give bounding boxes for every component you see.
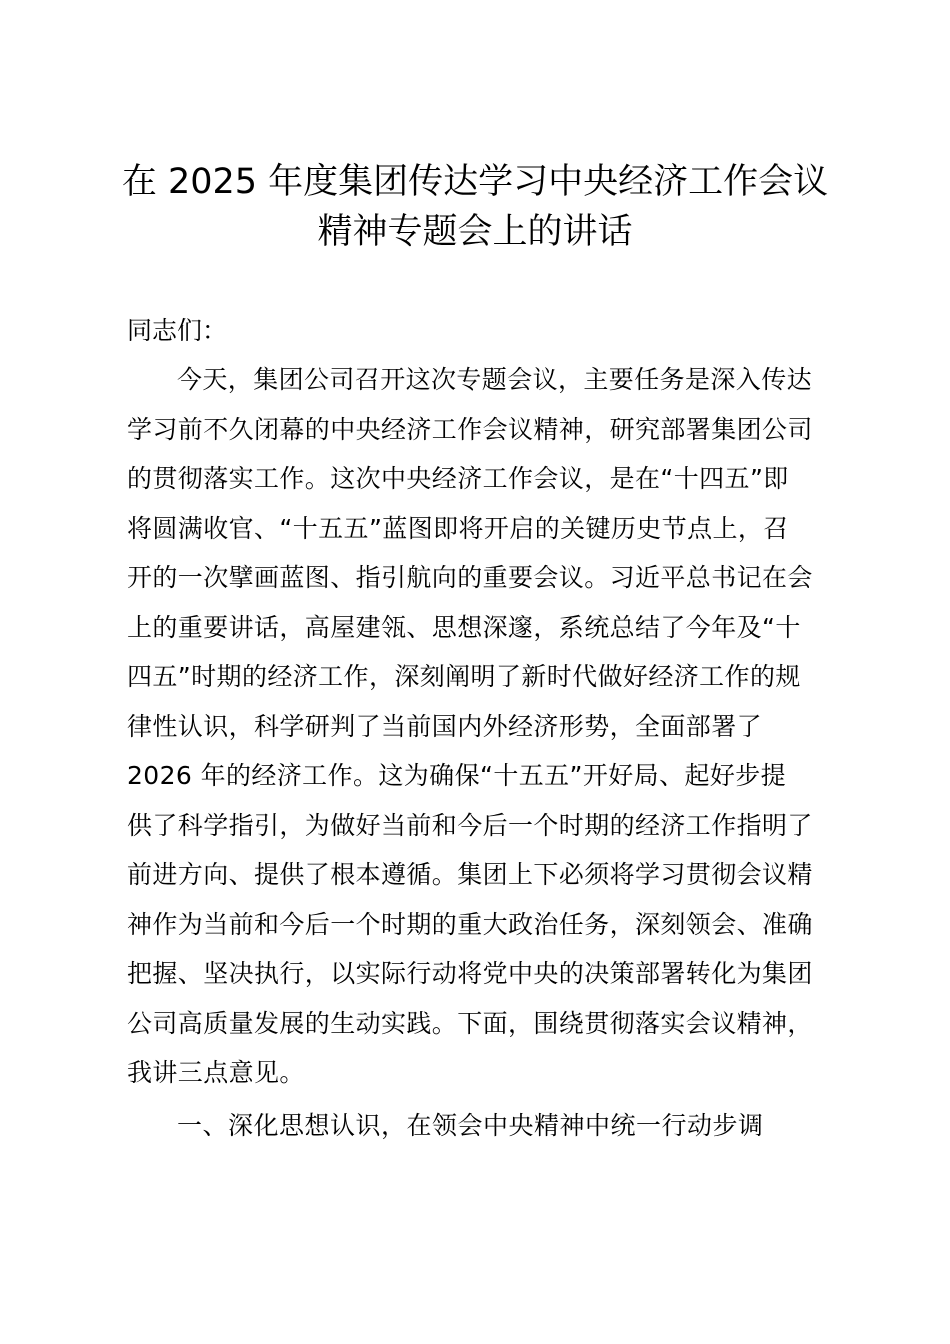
paragraph-line: 今天，集团公司召开这次专题会议，主要任务是深入传达 xyxy=(177,365,813,394)
paragraph-line: 前进方向、提供了根本遵循。集团上下必须将学习贯彻会议精 xyxy=(127,860,813,889)
paragraph-line: 律性认识，科学研判了当前国内外经济形势，全面部署了 xyxy=(127,711,763,741)
body-paragraph xyxy=(127,362,837,1105)
document-title xyxy=(0,157,950,257)
paragraph-line: 2026 年的经济工作。这为确保“十五五”开好局、起好步提 xyxy=(127,761,787,790)
title-line-2: 精神专题会上的讲话 xyxy=(317,212,633,252)
paragraph-line: 神作为当前和今后一个时期的重大政治任务，深刻领会、准确 xyxy=(127,909,813,939)
paragraph-line: 供了科学指引，为做好当前和今后一个时期的经济工作指明了 xyxy=(127,810,813,840)
paragraph-line: 公司高质量发展的生动实践。下面，围绕贯彻落实会议精神， xyxy=(127,1008,813,1038)
paragraph-line: 的贯彻落实工作。这次中央经济工作会议，是在“十四五”即 xyxy=(127,464,789,493)
paragraph-line: 四五”时期的经济工作，深刻阐明了新时代做好经济工作的规 xyxy=(127,662,801,691)
paragraph-line: 开的一次擘画蓝图、指引航向的重要会议。习近平总书记在会 xyxy=(127,563,813,592)
paragraph-line: 把握、坚决执行，以实际行动将党中央的决策部署转化为集团 xyxy=(127,959,813,988)
salutation: 同志们： xyxy=(127,316,228,345)
paragraph-line: 学习前不久闭幕的中央经济工作会议精神，研究部署集团公司 xyxy=(127,414,813,444)
paragraph-line: 上的重要讲话，高屋建瓴、思想深邃，系统总结了今年及“十 xyxy=(127,612,801,642)
paragraph-line: 将圆满收官、“十五五”蓝图即将开启的关键历史节点上，召 xyxy=(127,513,789,543)
paragraph-line: 我讲三点意见。 xyxy=(127,1058,305,1087)
title-line-1: 在 2025 年度集团传达学习中央经济工作会议 xyxy=(121,162,829,202)
section-heading: 一、深化思想认识，在领会中央精神中统一行动步调 xyxy=(177,1111,764,1140)
